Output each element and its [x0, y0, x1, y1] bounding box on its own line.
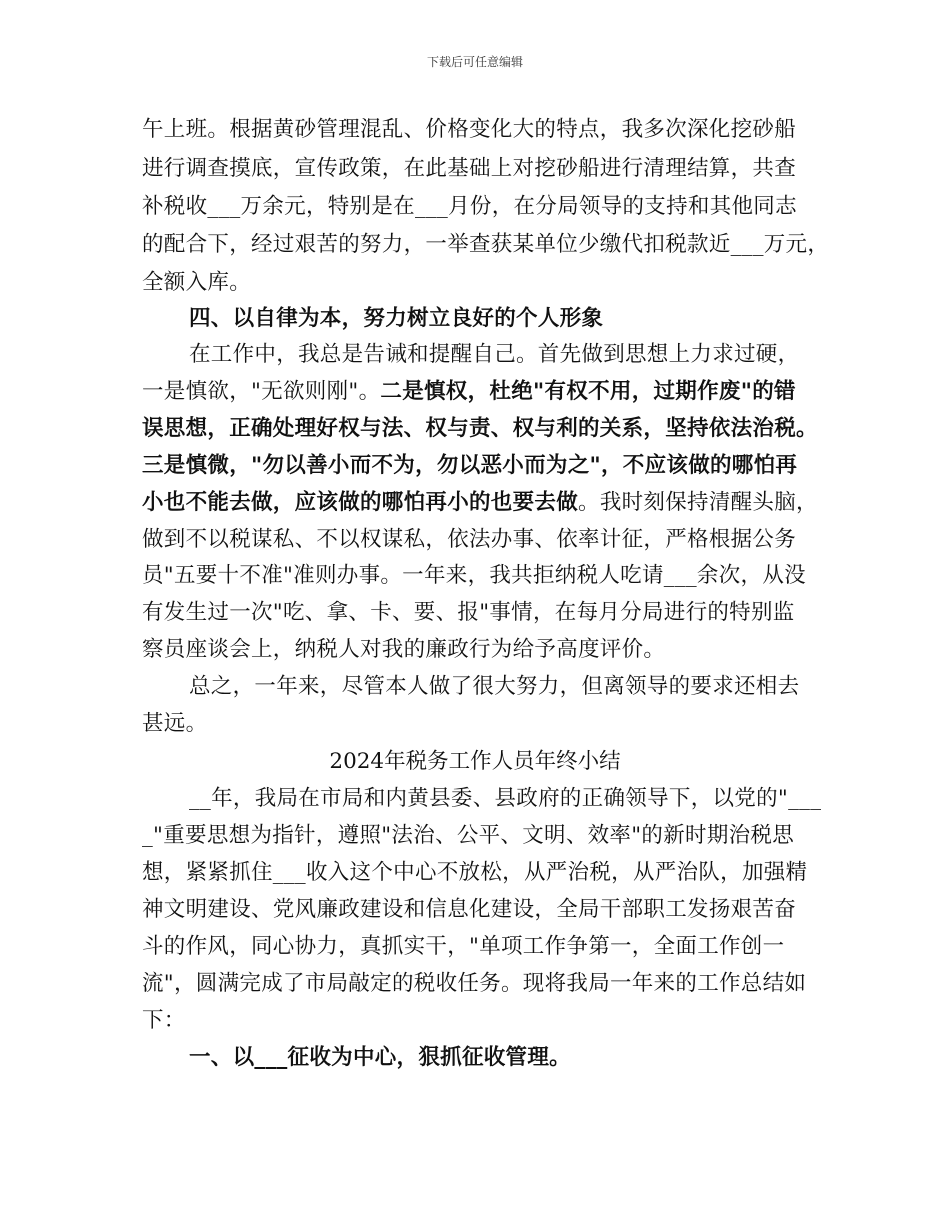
body-line: 流"，圆满完成了市局敲定的税收任务。现将我局一年来的工作总结如 [142, 971, 807, 996]
body-line: 员"五要十不准"准则办事。一年来，我共拒纳税人吃请___余次，从没 [142, 563, 806, 588]
body-line: 斗的作风，同心协力，真抓实干，"单项工作争第一，全面工作创一 [142, 934, 785, 959]
body-line: 三是慎微，"勿以善小而不为，勿以恶小而为之"，不应该做的哪怕再 [142, 453, 798, 478]
document-title: 2024年税务工作人员年终小结 [329, 749, 621, 774]
body-line: 在工作中，我总是告诫和提醒自己。首先做到思想上力求过硬， [189, 342, 800, 367]
body-line [142, 485, 818, 516]
body-line: _"重要思想为指针，遵照"法治、公平、文明、效率"的新时期治税思 [142, 823, 795, 848]
body-line: 的配合下，经过艰苦的努力，一举查获某单位少缴代扣税款近___万元， [142, 232, 830, 257]
body-line: 神文明建设、党风廉政建设和信息化建设，全局干部职工发扬艰苦奋 [142, 897, 797, 922]
body-line: __年，我局在市局和内黄县委、县政府的正确领导下，以党的"___ [189, 786, 822, 811]
body-line: 有发生过一次"吃、拿、卡、要、报"事情，在每月分局进行的特别监 [142, 600, 795, 625]
body-line: 下： [142, 1008, 186, 1033]
text-segment: 。我时刻保持清醒头脑， [578, 490, 818, 515]
body-line [142, 374, 796, 405]
bold-segment: 二是慎权，杜绝"有权不用，过期作废"的错 [380, 379, 796, 404]
body-line: 午上班。根据黄砂管理混乱、价格变化大的特点，我多次深化挖砂船 [142, 117, 797, 142]
body-line: 误思想，正确处理好权与法、权与责、权与利的关系，坚持依法治税。 [142, 416, 818, 441]
section-heading: 一、以___征收为中心，狠抓征收管理。 [189, 1045, 571, 1070]
body-line: 想，紧紧抓住___收入这个中心不放松，从严治税，从严治队，加强精 [142, 860, 808, 885]
bold-segment: 小也不能去做，应该做的哪怕再小的也要去做 [142, 490, 579, 515]
body-line: 进行调查摸底，宣传政策，在此基础上对挖砂船进行清理结算，共查 [142, 156, 797, 181]
body-line: 总之，一年来，尽管本人做了很大努力，但离领导的要求还相去 [189, 674, 800, 699]
section-heading: 四、以自律为本，努力树立良好的个人形象 [189, 306, 604, 331]
body-line: 补税收___万余元，特别是在___月份，在分局领导的支持和其他同志 [142, 194, 797, 219]
body-line: 甚远。 [142, 711, 208, 736]
body-line: 全额入库。 [142, 270, 252, 295]
text-segment: 一是慎欲，"无欲则刚"。 [142, 379, 381, 404]
body-line: 察员座谈会上，纳税人对我的廉政行为给予高度评价。 [142, 637, 666, 662]
page-header: 下载后可任意编辑 [426, 55, 523, 69]
body-line: 做到不以税谋私、不以权谋私，依法办事、依率计征，严格根据公务 [142, 527, 797, 552]
